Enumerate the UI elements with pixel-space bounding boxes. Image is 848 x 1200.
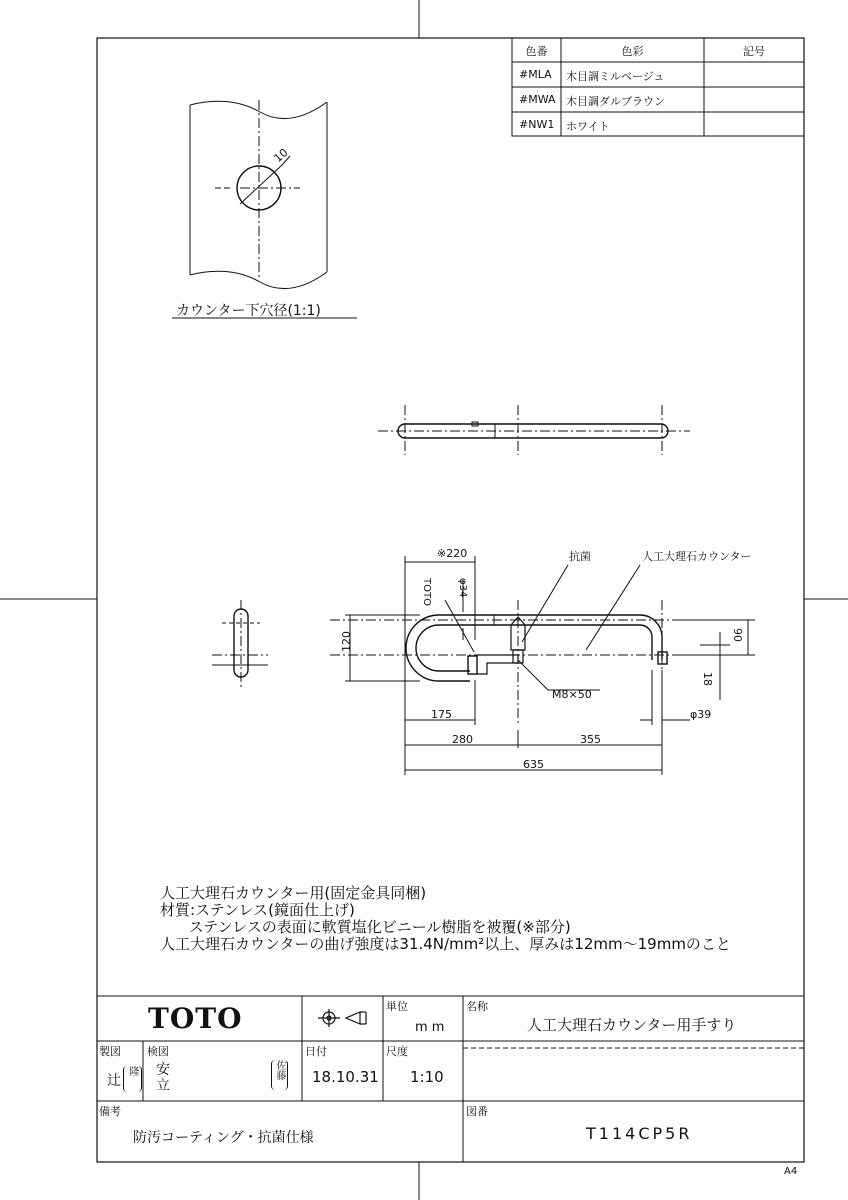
remarks-label: 備考	[99, 1105, 121, 1118]
drawing-number-label: 図番	[466, 1105, 488, 1118]
note-line: 人工大理石カウンターの曲げ強度は31.4N/mm²以上、厚みは12mm〜19mmのこと	[160, 935, 731, 953]
drawn-by-label: 製図	[99, 1045, 121, 1058]
color-name-cell: 木目調ミルベージュ	[566, 70, 665, 83]
color-table-header-code: 色番	[525, 45, 548, 58]
unit-value: m m	[415, 1020, 445, 1035]
toto-mark-label: TOTO	[421, 578, 432, 606]
color-code-cell: #MLA	[519, 68, 552, 81]
dim-280: 280	[452, 733, 473, 746]
antibacterial-callout: 抗菌	[569, 550, 591, 563]
note-line: 材質:ステンレス(鏡面仕上げ)	[160, 901, 355, 919]
note-line: ステンレスの表面に軟質塩化ビニール樹脂を被覆(※部分)	[160, 918, 571, 936]
color-code-cell: #NW1	[519, 118, 555, 131]
date-value: 18.10.31	[312, 1068, 379, 1086]
scale-label: 尺度	[386, 1045, 408, 1058]
counter-callout: 人工大理石カウンター	[642, 550, 752, 563]
hole-diameter-dim: 10	[271, 145, 291, 166]
dim-120: 120	[340, 631, 353, 652]
unit-label: 単位	[386, 1000, 408, 1013]
paper-size-label: A4	[784, 1166, 798, 1177]
side-view	[212, 600, 268, 690]
drawn-by-stamp: 隆	[123, 1066, 142, 1092]
hole-detail	[190, 100, 327, 289]
drawing-title: 人工大理石カウンター用手すり	[527, 1016, 737, 1034]
name-label: 名称	[466, 1000, 488, 1013]
dim-phi34: φ34	[457, 578, 468, 598]
dim-90: 90	[731, 628, 744, 642]
note-line: 人工大理石カウンター用(固定金具同梱)	[160, 884, 427, 902]
front-view	[330, 556, 755, 775]
checked-by-label: 検図	[147, 1045, 169, 1058]
drawing-number-value: T114CP5R	[586, 1124, 693, 1143]
color-name-cell: ホワイト	[566, 120, 610, 133]
scale-value: 1:10	[410, 1068, 444, 1086]
color-code-cell: #MWA	[519, 93, 556, 106]
color-table-header-color: 色彩	[621, 45, 644, 58]
dim-phi39: φ39	[690, 708, 712, 721]
drawing-border	[97, 38, 804, 1162]
approved-stamp: 佐藤	[271, 1060, 288, 1090]
bolt-spec-label: M8×50	[552, 688, 592, 701]
hole-detail-label: カウンター下穴径(1:1)	[176, 303, 321, 319]
color-name-cell: 木目調ダルブラウン	[566, 95, 665, 108]
dim-635: 635	[523, 758, 544, 771]
dim-18: 18	[701, 672, 714, 686]
third-angle-projection-icon	[318, 1009, 366, 1027]
top-view	[378, 405, 690, 455]
color-table-header-mark: 記号	[743, 45, 765, 58]
dim-355: 355	[580, 733, 601, 746]
dim-220: ※220	[437, 547, 468, 560]
dim-175: 175	[431, 708, 452, 721]
date-label: 日付	[305, 1045, 327, 1058]
remarks-value: 防汚コーティング・抗菌仕様	[133, 1130, 314, 1146]
checked-by-value: 安立	[156, 1062, 170, 1094]
toto-logo: TOTO	[148, 1002, 243, 1035]
drawn-by-value: 辻	[107, 1073, 121, 1089]
